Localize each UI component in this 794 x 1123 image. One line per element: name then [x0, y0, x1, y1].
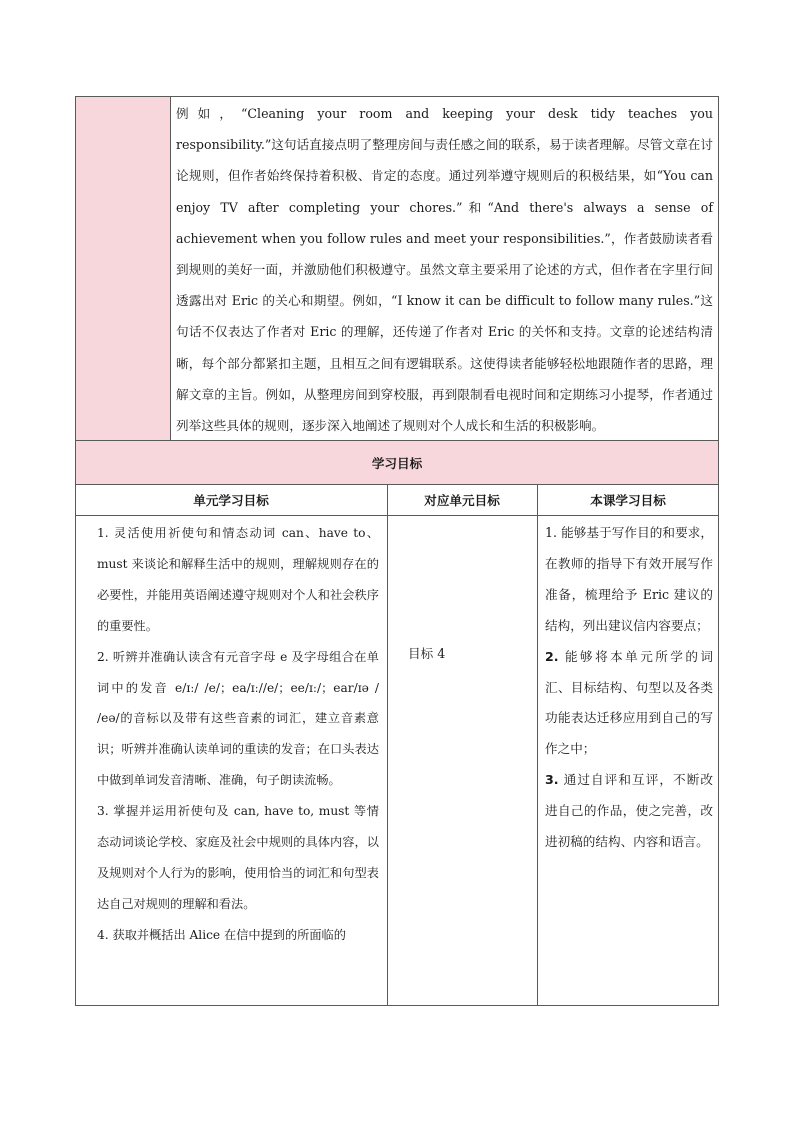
matched-unit-goal: 目标 4 — [408, 646, 446, 661]
row-label-cell — [75, 96, 170, 440]
section-title: 学习目标 — [371, 455, 423, 471]
column-header-matched-goal: 对应单元目标 — [424, 493, 500, 508]
lesson-goals-list — [545, 518, 713, 858]
list-item: 1. 灵活使用祈使句和情态动词 can、have to、must 来谈论和解释生活中的规则，理解规则存在的必要性，并能用英语阐述遵守规则对个人和社会秩序的重要性。 — [97, 526, 379, 633]
list-item — [545, 642, 713, 766]
text-analysis-paragraph: 例如，“Cleaning your room and keeping your desk tidy teaches you responsibility.”这句话直接点明了整理房间与责任感之间的联系，易于读者理解。尽管文章在讨论规则，但作者始终保持着积极、肯定的态度。通过列举遵守规则后的积极结果，如“You can enjoy TV after completing your chores.”和“And there's always a sense of achievement when you follow rules and meet your responsibilities.”，作者鼓励读者看到规则的美好一面，并激励他们积极遵守。虽然文章主要采用了论述的方式，但作者在字里行间透露出对 Eric 的关心和期望。例如，“I know it can be difficult to follow many rules.”这句话不仅表达了作者对 Eric 的理解，还传递了作者对 Eric 的关怀和支持。文章的论述结构清晰，每个部分都紧扣主题，且相互之间有逻辑联系。这使得读者能够轻松地跟随作者的思路，理解文章的主旨。例如，从整理房间到穿校服，再到限制看电视时间和定期练习小提琴，作者通过列举这些具体的规则，逐步深入地阐述了规则对个人成长和生活的积极影响。 — [176, 106, 713, 434]
column-divider — [537, 484, 538, 1006]
item-number: 2. — [545, 648, 559, 664]
table-border-right — [718, 96, 719, 1006]
list-item: 3. 掌握并运用祈使句及 can, have to, must 等情态动词谈论学校、家庭及社会中规则的具体内容，以及规则对个人行为的影响，使用恰当的词汇和句型表达自己对规则的理解和看法。 — [97, 804, 379, 911]
item-number: 3. — [545, 772, 559, 788]
column-divider — [387, 484, 388, 1006]
item-text: 能够将本单元所学的词汇、目标结构、句型以及各类功能表达迁移应用到自己的写作之中； — [545, 648, 713, 757]
list-item: 2. 听辨并准确认读含有元音字母 e 及字母组合在单词中的发音 e/ɪː/ /e/；ea/ɪː//e/；ee/ɪː/；ear/ɪə / /eə/的音标以及带有这些音素的词汇，建立音素意识；听辨并准确认读单词的重读的发音；在口头表达中做到单词发音清晰、准确，句子朗读流畅。 — [97, 649, 379, 788]
list-item: 4. 获取并概括出 Alice 在信中提到的所面临的 — [97, 927, 346, 942]
column-header-unit-goals: 单元学习目标 — [193, 493, 269, 508]
row-divider — [75, 515, 719, 516]
list-item — [545, 518, 713, 642]
lesson-plan-table — [75, 96, 719, 1006]
table-border-top — [75, 96, 719, 97]
table-border-left — [75, 96, 76, 1006]
item-text: 能够基于写作目的和要求，在教师的指导下有效开展写作准备，梳理给予 Eric 建议的结构，列出建议信内容要点； — [545, 525, 713, 633]
column-header-lesson-goals: 本课学习目标 — [590, 493, 666, 508]
item-number: 1. — [545, 525, 558, 540]
column-divider — [170, 96, 171, 440]
table-border-bottom — [75, 1005, 719, 1006]
list-item — [545, 765, 713, 858]
unit-goals-list — [97, 518, 379, 951]
item-text: 通过自评和互评，不断改进自己的作品，使之完善，改进初稿的结构、内容和语言。 — [545, 772, 713, 850]
